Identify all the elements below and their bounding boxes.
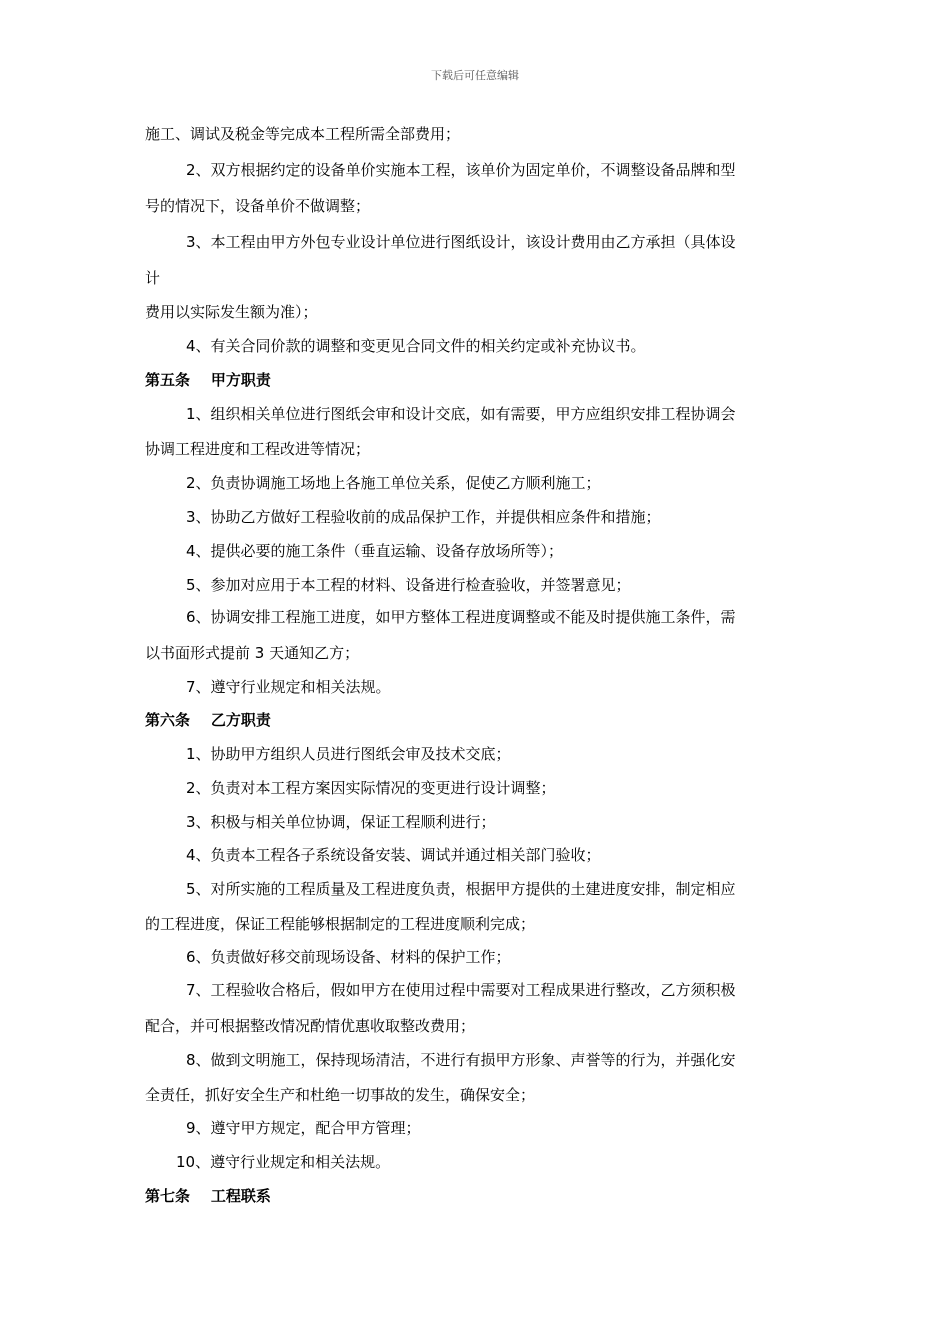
clause-item: 2、负责对本工程方案因实际情况的变更进行设计调整； — [186, 779, 556, 797]
clause-item: 5、对所实施的工程质量及工程进度负责，根据甲方提供的土建进度安排，制定相应 — [186, 880, 736, 898]
clause-item: 2、负责协调施工场地上各施工单位关系，促使乙方顺利施工； — [186, 474, 601, 492]
clause-item: 1、组织相关单位进行图纸会审和设计交底，如有需要，甲方应组织安排工程协调会 — [186, 405, 736, 423]
paragraph-line: 号的情况下，设备单价不做调整； — [145, 197, 371, 215]
clause-item: 6、负责做好移交前现场设备、材料的保护工作； — [186, 948, 511, 966]
clause-item: 3、积极与相关单位协调，保证工程顺利进行； — [186, 813, 496, 831]
paragraph-line: 协调工程进度和工程改进等情况； — [145, 440, 371, 458]
clause-item: 7、工程验收合格后，假如甲方在使用过程中需要对工程成果进行整改，乙方须积极 — [186, 981, 736, 999]
clause-item: 6、协调安排工程施工进度，如甲方整体工程进度调整或不能及时提供施工条件，需 — [186, 608, 736, 626]
clause-item: 4、负责本工程各子系统设备安装、调试并通过相关部门验收； — [186, 846, 601, 864]
clause-item: 3、协助乙方做好工程验收前的成品保护工作，并提供相应条件和措施； — [186, 508, 661, 526]
clause-item: 9、遵守甲方规定，配合甲方管理； — [186, 1119, 421, 1137]
clause-item: 10、遵守行业规定和相关法规。 — [176, 1153, 391, 1171]
paragraph-line: 配合，并可根据整改情况酌情优惠收取整改费用； — [145, 1017, 476, 1035]
section-heading: 第五条 甲方职责 — [145, 371, 271, 389]
paragraph-line: 以书面形式提前 3 天通知乙方； — [145, 644, 360, 662]
clause-item: 4、有关合同价款的调整和变更见合同文件的相关约定或补充协议书。 — [186, 337, 646, 355]
clause-item: 1、协助甲方组织人员进行图纸会审及技术交底； — [186, 745, 511, 763]
page-header: 下载后可任意编辑 — [431, 69, 519, 82]
paragraph-line: 计 — [145, 269, 161, 287]
paragraph-line: 施工、调试及税金等完成本工程所需全部费用； — [145, 125, 461, 143]
clause-item: 7、遵守行业规定和相关法规。 — [186, 678, 391, 696]
clause-item: 2、双方根据约定的设备单价实施本工程，该单价为固定单价，不调整设备品牌和型 — [186, 161, 736, 179]
paragraph-line: 的工程进度，保证工程能够根据制定的工程进度顺利完成； — [145, 915, 536, 933]
paragraph-line: 全责任，抓好安全生产和杜绝一切事故的发生，确保安全； — [145, 1086, 536, 1104]
clause-item: 8、做到文明施工，保持现场清洁，不进行有损甲方形象、声誉等的行为，并强化安 — [186, 1051, 736, 1069]
section-heading: 第七条 工程联系 — [145, 1187, 271, 1205]
section-heading: 第六条 乙方职责 — [145, 711, 271, 729]
clause-item: 5、参加对应用于本工程的材料、设备进行检查验收，并签署意见； — [186, 576, 631, 594]
clause-item: 4、提供必要的施工条件（垂直运输、设备存放场所等）； — [186, 542, 564, 560]
clause-item: 3、本工程由甲方外包专业设计单位进行图纸设计，该设计费用由乙方承担（具体设 — [186, 233, 736, 251]
paragraph-line: 费用以实际发生额为准）； — [145, 303, 318, 321]
